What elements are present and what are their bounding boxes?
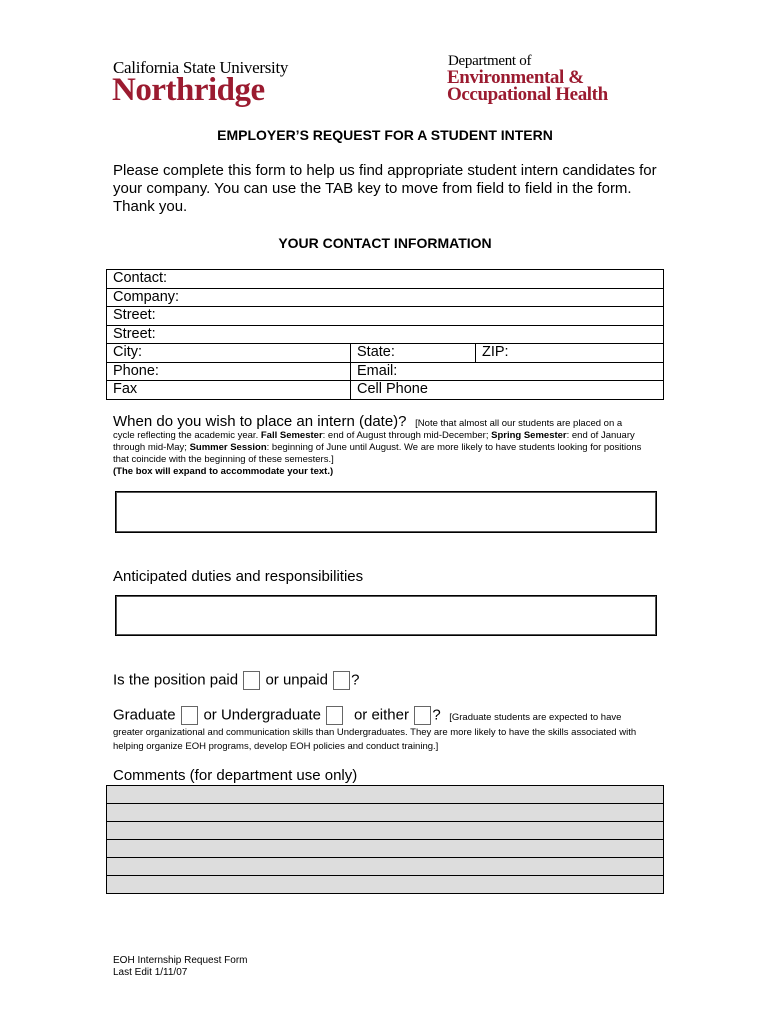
grad-note: [Graduate students are expected to have greater organizational and communication skills than Undergraduates. They are more likely to have the skills associated with helping organize EOH programs, develop EOH policies and conduct training.] — [113, 711, 637, 752]
graduate-checkbox[interactable] — [181, 706, 198, 725]
date-question-block — [113, 413, 643, 478]
either-checkbox[interactable] — [414, 706, 431, 725]
undergrad-checkbox[interactable] — [326, 706, 343, 725]
paid-checkbox[interactable] — [243, 671, 260, 690]
grad-suffix: ? — [432, 706, 441, 724]
grad-question — [113, 706, 653, 753]
summer-label: Summer Session — [189, 442, 267, 453]
page-title: EMPLOYER’S REQUEST FOR A STUDENT INTERN — [217, 127, 553, 143]
graduate-label: Graduate — [113, 706, 176, 724]
comment-row[interactable] — [107, 840, 664, 858]
dept-logo-line1: Environmental & — [447, 67, 584, 88]
contact-field[interactable]: Contact: — [107, 270, 664, 289]
csun-logo-northridge: Northridge — [112, 72, 265, 108]
spring-text: : end of January through mid-May; — [113, 430, 635, 453]
fax-field[interactable]: Fax — [107, 381, 351, 400]
comment-row[interactable] — [107, 858, 664, 876]
cell-phone-field[interactable]: Cell Phone — [351, 381, 664, 400]
comment-row[interactable] — [107, 804, 664, 822]
email-field[interactable]: Email: — [351, 362, 664, 381]
state-field[interactable]: State: — [351, 344, 476, 363]
date-note: [Note that almost all our students are placed on a cycle reflecting the academic year. — [113, 418, 623, 441]
company-field[interactable]: Company: — [107, 288, 664, 307]
duties-input-box[interactable] — [115, 595, 657, 636]
contact-table — [106, 269, 664, 400]
unpaid-label: or unpaid — [265, 671, 328, 689]
city-field[interactable]: City: — [107, 344, 351, 363]
dept-logo-top: Department of — [448, 53, 532, 69]
contact-section-title: YOUR CONTACT INFORMATION — [278, 235, 492, 251]
expand-note: (The box will expand to accommodate your text.) — [113, 466, 334, 477]
csun-logo-top: California State University — [113, 58, 289, 77]
comments-label: Comments (for department use only) — [113, 767, 358, 784]
dept-logo-line2: Occupational Health — [447, 84, 608, 105]
comment-row[interactable] — [107, 822, 664, 840]
footer-form-name: EOH Internship Request Form — [113, 955, 248, 966]
comment-row[interactable] — [107, 876, 664, 894]
undergrad-label: or Undergraduate — [203, 706, 322, 724]
paid-question — [113, 671, 360, 690]
date-input-box[interactable] — [115, 491, 657, 533]
spring-label: Spring Semester — [491, 430, 567, 441]
paid-suffix: ? — [351, 671, 360, 689]
summer-text: : beginning of June until August. We are more likely to have students looking for positions that coincide with the beginning of these semesters.] — [113, 442, 642, 465]
date-question: When do you wish to place an intern (date)? — [113, 413, 407, 430]
footer — [113, 955, 248, 979]
footer-last-edit: Last Edit 1/11/07 — [113, 967, 188, 978]
fall-label: Fall Semester — [260, 430, 323, 441]
unpaid-checkbox[interactable] — [333, 671, 350, 690]
fall-text: : end of August through mid-December; — [322, 430, 492, 441]
duties-label: Anticipated duties and responsibilities — [113, 568, 364, 585]
either-label: or either — [353, 706, 409, 724]
street2-field[interactable]: Street: — [107, 325, 664, 344]
intro-text: Please complete this form to help us find appropriate student intern candidates for your company. You can use the TAB key to move from field to field in the form. Thank you. — [113, 162, 657, 215]
comments-table — [106, 785, 664, 894]
phone-field[interactable]: Phone: — [107, 362, 351, 381]
comment-row[interactable] — [107, 786, 664, 804]
zip-field[interactable]: ZIP: — [476, 344, 664, 363]
street1-field[interactable]: Street: — [107, 307, 664, 326]
paid-label: Is the position paid — [113, 671, 239, 689]
